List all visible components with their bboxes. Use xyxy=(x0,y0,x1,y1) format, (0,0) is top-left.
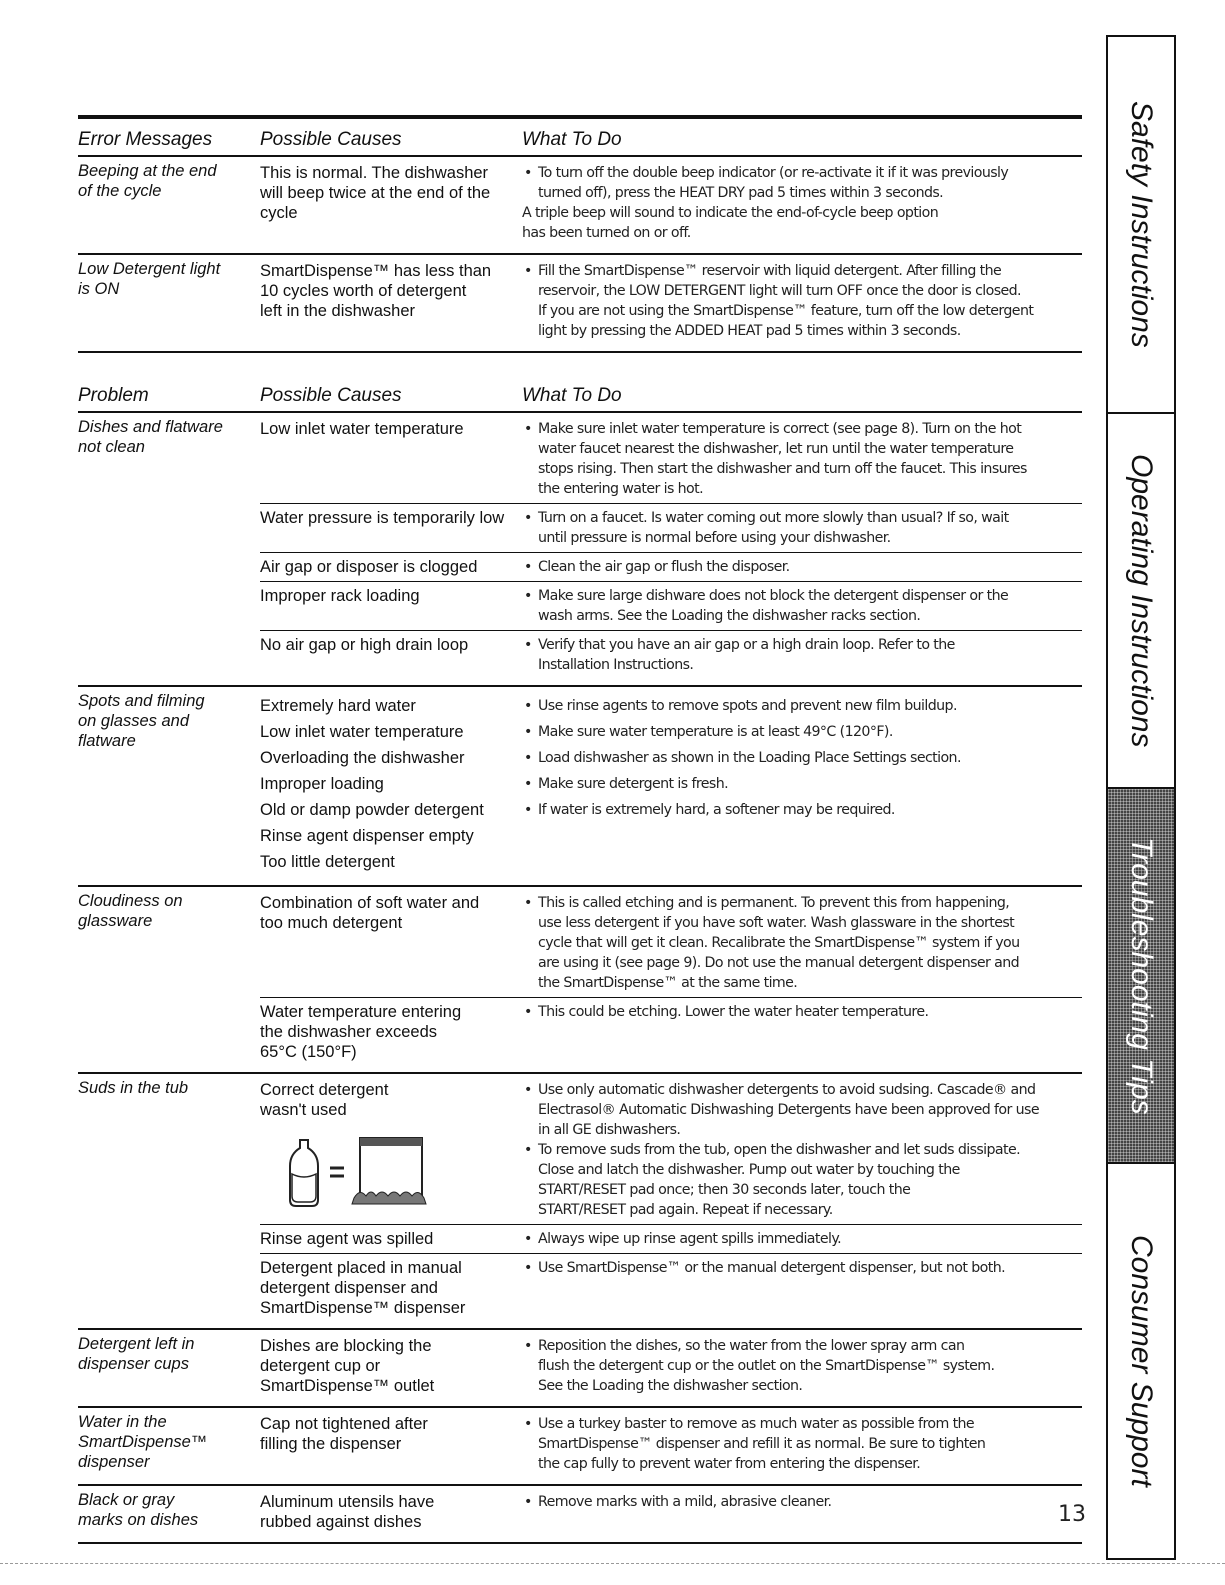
cause-row xyxy=(260,1253,1082,1322)
cause-text xyxy=(260,506,522,548)
table-row xyxy=(78,1486,1082,1544)
row-details xyxy=(260,1332,1082,1400)
cause-line: SmartDispense™ dispenser xyxy=(260,1299,466,1317)
remedy-line: wash arms. See the Loading the dishwasher racks section. xyxy=(538,608,921,624)
cause-text xyxy=(260,1412,522,1474)
remedy-block xyxy=(522,203,1082,243)
remedy-line: • Use only automatic dishwasher detergents to avoid sudsing. Cascade® and xyxy=(538,1082,1036,1098)
row-label xyxy=(78,415,260,679)
detergent-bottle-dishwasher-illustration xyxy=(278,1130,438,1208)
cause-group xyxy=(260,689,1082,879)
table-row xyxy=(78,687,1082,887)
table-row xyxy=(78,413,1082,687)
remedy-line: the SmartDispense™ at the same time. xyxy=(538,975,798,991)
column-header: Possible Causes xyxy=(260,129,402,150)
remedy-block xyxy=(522,1002,1082,1022)
row-label xyxy=(78,1410,260,1478)
cause-text xyxy=(260,1490,522,1532)
cause-row xyxy=(260,552,1082,581)
cause-line: 65°C (150°F) xyxy=(260,1043,357,1061)
cause-item: Low inlet water temperature xyxy=(260,723,464,741)
remedy-line: Installation Instructions. xyxy=(538,657,694,673)
remedy-line: START/RESET pad once; then 30 seconds later, touch the xyxy=(538,1182,911,1198)
remedy-block xyxy=(522,586,1082,626)
cause-row xyxy=(260,1224,1082,1253)
row-label-line: Low Detergent light xyxy=(78,260,221,278)
error-messages-table xyxy=(78,129,1082,353)
page-bottom-rule xyxy=(0,1563,1225,1565)
remedy-block xyxy=(522,1492,1082,1512)
remedy-line: cycle that will get it clean. Recalibrate the SmartDispense™ system if you xyxy=(538,935,1020,951)
column-header: What To Do xyxy=(522,385,622,406)
remedy-line: has been turned on or off. xyxy=(522,225,691,241)
row-label-line: flatware xyxy=(78,732,136,750)
cause-line: SmartDispense™ has less than xyxy=(260,262,492,280)
remedy-line: Electrasol® Automatic Dishwashing Detergents have been approved for use xyxy=(538,1102,1039,1118)
causes-list xyxy=(260,691,522,875)
remedy-line: START/RESET pad again. Repeat if necessary. xyxy=(538,1202,833,1218)
remedy-line: • Make sure large dishware does not block the detergent dispenser or the xyxy=(538,588,1009,604)
remedy-block xyxy=(522,1258,1082,1278)
cause-text xyxy=(260,259,522,341)
cause-line: rubbed against dishes xyxy=(260,1513,422,1531)
cause-text xyxy=(260,1000,522,1062)
remedy-text xyxy=(522,1078,1082,1220)
tab-consumer-support[interactable] xyxy=(1108,1162,1174,1558)
row-label-line: on glasses and xyxy=(78,712,189,730)
cause-row xyxy=(260,503,1082,552)
cause-line: Dishes are blocking the xyxy=(260,1337,432,1355)
cause-row xyxy=(260,997,1082,1066)
row-label-line: glassware xyxy=(78,912,153,930)
row-details xyxy=(260,1488,1082,1536)
remedy-line: See the Loading the dishwasher section. xyxy=(538,1378,803,1394)
cause-line: Water temperature entering xyxy=(260,1003,462,1021)
remedy-text xyxy=(522,633,1082,675)
row-label xyxy=(78,1332,260,1400)
remedy-item: • Use rinse agents to remove spots and prevent new film buildup. xyxy=(522,693,1082,719)
row-label-line: Beeping at the end xyxy=(78,162,217,180)
remedy-item: • Load dishwasher as shown in the Loading Place Settings section. xyxy=(522,745,1082,771)
remedy-block xyxy=(522,1140,1082,1220)
column-header: What To Do xyxy=(522,129,622,150)
row-details xyxy=(260,415,1082,679)
tab-label: Consumer Support xyxy=(1125,1235,1158,1487)
cause-item: Too little detergent xyxy=(260,853,395,871)
remedy-text xyxy=(522,891,1082,993)
remedy-line: • Fill the SmartDispense™ reservoir with liquid detergent. After filling the xyxy=(538,263,1002,279)
table-row xyxy=(78,1330,1082,1408)
remedy-text xyxy=(522,259,1082,341)
cause-line: the dishwasher exceeds xyxy=(260,1023,438,1041)
cause-text xyxy=(260,891,522,993)
remedy-block xyxy=(522,557,1082,577)
remedy-line: SmartDispense™ dispenser and refill it as normal. Be sure to tighten xyxy=(538,1436,986,1452)
remedy-line: • Clean the air gap or flush the disposer. xyxy=(538,559,790,575)
remedy-text xyxy=(522,1000,1082,1062)
remedy-line: A triple beep will sound to indicate the end-of-cycle beep option xyxy=(522,205,939,221)
table-row xyxy=(78,1074,1082,1330)
cause-text xyxy=(260,555,522,577)
remedy-line: water faucet nearest the dishwasher, let run until the water temperature xyxy=(538,441,1014,457)
remedy-text xyxy=(522,1256,1082,1318)
remedy-block xyxy=(522,1336,1082,1396)
row-label-line: is ON xyxy=(78,280,120,298)
row-label xyxy=(78,1488,260,1536)
cause-line: will beep twice at the end of the xyxy=(260,184,491,202)
remedy-text xyxy=(522,1334,1082,1396)
remedy-block xyxy=(522,163,1082,203)
remedy-block xyxy=(522,1080,1082,1140)
cause-line: No air gap or high drain loop xyxy=(260,636,469,654)
row-label xyxy=(78,1076,260,1322)
cause-line: Water pressure is temporarily low xyxy=(260,509,505,527)
cause-row xyxy=(260,257,1082,345)
cause-item: Extremely hard water xyxy=(260,697,416,715)
cause-row xyxy=(260,889,1082,997)
remedy-block xyxy=(522,1414,1082,1474)
row-label-line: not clean xyxy=(78,438,145,456)
tab-operating-instructions[interactable] xyxy=(1108,412,1174,787)
cause-line: Rinse agent was spilled xyxy=(260,1230,434,1248)
row-label-line: dispenser xyxy=(78,1453,150,1471)
tab-safety-instructions[interactable] xyxy=(1108,37,1174,412)
tab-label: Troubleshooting Tips xyxy=(1125,836,1158,1115)
row-details xyxy=(260,1410,1082,1478)
remedy-line: • This is called etching and is permanent. To prevent this from happening, xyxy=(538,895,1010,911)
cause-row xyxy=(260,581,1082,630)
table-row xyxy=(78,1408,1082,1486)
row-label-line: Detergent left in xyxy=(78,1335,195,1353)
row-details xyxy=(260,1076,1082,1322)
table-header xyxy=(78,129,1082,157)
remedy-line: turned off), press the HEAT DRY pad 5 times within 3 seconds. xyxy=(538,185,944,201)
cause-line: Low inlet water temperature xyxy=(260,420,464,438)
cause-line: SmartDispense™ outlet xyxy=(260,1377,435,1395)
remedy-line: • Use SmartDispense™ or the manual detergent dispenser, but not both. xyxy=(538,1260,1006,1276)
cause-line: filling the dispenser xyxy=(260,1435,402,1453)
remedy-item: • If water is extremely hard, a softener may be required. xyxy=(522,797,1082,823)
cause-text xyxy=(260,1334,522,1396)
cause-item: Rinse agent dispenser empty xyxy=(260,827,474,845)
top-rule xyxy=(78,115,1082,119)
row-label-line: Water in the xyxy=(78,1413,167,1431)
remedy-text xyxy=(522,506,1082,548)
remedy-block xyxy=(522,419,1082,499)
table-row xyxy=(78,255,1082,353)
remedy-line: • Always wipe up rinse agent spills immediately. xyxy=(538,1231,842,1247)
remedy-item: • Make sure detergent is fresh. xyxy=(522,771,1082,797)
remedy-line: • Reposition the dishes, so the water from the lower spray arm can xyxy=(538,1338,965,1354)
row-label-line: Suds in the tub xyxy=(78,1079,189,1097)
cause-line: Cap not tightened after xyxy=(260,1415,428,1433)
remedy-text xyxy=(522,584,1082,626)
remedy-text xyxy=(522,1227,1082,1249)
cause-row xyxy=(260,1410,1082,1478)
remedy-item: • Make sure water temperature is at least 49°C (120°F). xyxy=(522,719,1082,745)
cause-row xyxy=(260,159,1082,247)
cause-item: Old or damp powder detergent xyxy=(260,801,484,819)
remedy-line: Close and latch the dishwasher. Pump out water by touching the xyxy=(538,1162,960,1178)
remedy-line: • To turn off the double beep indicator (or re-activate it if it was previously xyxy=(538,165,1009,181)
row-label-line: of the cycle xyxy=(78,182,162,200)
remedy-line: in all GE dishwashers. xyxy=(538,1122,681,1138)
tab-label: Safety Instructions xyxy=(1125,101,1158,348)
row-label xyxy=(78,159,260,247)
remedy-text xyxy=(522,417,1082,499)
cause-line: Detergent placed in manual xyxy=(260,1259,462,1277)
remedy-line: the entering water is hot. xyxy=(538,481,704,497)
table-header xyxy=(78,385,1082,413)
remedy-line: • Verify that you have an air gap or a high drain loop. Refer to the xyxy=(538,637,955,653)
row-label-line: Black or gray xyxy=(78,1491,175,1509)
cause-text xyxy=(260,633,522,675)
row-label-line: dispenser cups xyxy=(78,1355,189,1373)
cause-item: Improper loading xyxy=(260,775,384,793)
row-details xyxy=(260,889,1082,1066)
tab-label: Operating Instructions xyxy=(1125,453,1158,748)
remedies-list xyxy=(522,691,1082,875)
cause-row xyxy=(260,1488,1082,1536)
cause-line: Combination of soft water and xyxy=(260,894,480,912)
cause-line: left in the dishwasher xyxy=(260,302,416,320)
cause-item: Overloading the dishwasher xyxy=(260,749,465,767)
remedy-line: until pressure is normal before using your dishwasher. xyxy=(538,530,891,546)
table-row xyxy=(78,887,1082,1074)
remedy-line: stops rising. Then start the dishwasher and turn off the faucet. This insures xyxy=(538,461,1027,477)
table-row xyxy=(78,157,1082,255)
remedy-line: • Turn on a faucet. Is water coming out more slowly than usual? If so, wait xyxy=(538,510,1009,526)
cause-line: detergent cup or xyxy=(260,1357,381,1375)
cause-line: too much detergent xyxy=(260,914,403,932)
remedy-line: If you are not using the SmartDispense™ feature, turn off the low detergent xyxy=(538,303,1034,319)
remedy-text xyxy=(522,161,1082,243)
cause-line: cycle xyxy=(260,204,298,222)
cause-row xyxy=(260,415,1082,503)
cause-row xyxy=(260,1332,1082,1400)
cause-text xyxy=(260,1256,522,1318)
column-header: Possible Causes xyxy=(260,385,402,406)
remedy-line: reservoir, the LOW DETERGENT light will turn OFF once the door is closed. xyxy=(538,283,1021,299)
remedy-text xyxy=(522,1490,1082,1532)
row-details xyxy=(260,257,1082,345)
remedy-line: • Use a turkey baster to remove as much water as possible from the xyxy=(538,1416,975,1432)
problem-table xyxy=(78,385,1082,1544)
remedy-block xyxy=(522,261,1082,341)
cause-line: This is normal. The dishwasher xyxy=(260,164,489,182)
remedy-line: are using it (see page 9). Do not use the manual detergent dispenser and xyxy=(538,955,1020,971)
remedy-text xyxy=(522,555,1082,577)
row-label-line: Cloudiness on xyxy=(78,892,183,910)
troubleshooting-content xyxy=(78,115,1082,1544)
remedy-line: • To remove suds from the tub, open the dishwasher and let suds dissipate. xyxy=(538,1142,1021,1158)
remedy-line: • Remove marks with a mild, abrasive cleaner. xyxy=(538,1494,832,1510)
cause-text xyxy=(260,584,522,626)
remedy-line: flush the detergent cup or the outlet on the SmartDispense™ system. xyxy=(538,1358,995,1374)
row-label xyxy=(78,257,260,345)
row-label-line: Dishes and flatware xyxy=(78,418,223,436)
cause-text xyxy=(260,1078,522,1220)
cause-line: Correct detergent xyxy=(260,1081,389,1099)
page-number: 13 xyxy=(1058,1502,1086,1527)
cause-text xyxy=(260,161,522,243)
row-label xyxy=(78,689,260,879)
row-details xyxy=(260,689,1082,879)
remedy-block xyxy=(522,635,1082,675)
cause-text xyxy=(260,1227,522,1249)
column-header: Error Messages xyxy=(78,129,213,150)
remedy-block xyxy=(522,508,1082,548)
cause-line: wasn't used xyxy=(260,1101,347,1119)
row-label-line: SmartDispense™ xyxy=(78,1433,208,1451)
remedy-line: • This could be etching. Lower the water heater temperature. xyxy=(538,1004,929,1020)
remedy-line: use less detergent if you have soft water. Wash glassware in the shortest xyxy=(538,915,1015,931)
remedy-line: light by pressing the ADDED HEAT pad 5 times within 3 seconds. xyxy=(538,323,961,339)
row-label-line: marks on dishes xyxy=(78,1511,199,1529)
remedy-block xyxy=(522,893,1082,993)
cause-line: Improper rack loading xyxy=(260,587,420,605)
cause-line: 10 cycles worth of detergent xyxy=(260,282,467,300)
section-tabs xyxy=(1106,35,1176,1560)
cause-line: Aluminum utensils have xyxy=(260,1493,435,1511)
remedy-line: • Make sure inlet water temperature is correct (see page 8). Turn on the hot xyxy=(538,421,1022,437)
column-header: Problem xyxy=(78,385,149,406)
cause-line: Air gap or disposer is clogged xyxy=(260,558,478,576)
tab-troubleshooting-tips[interactable] xyxy=(1108,787,1174,1162)
cause-text xyxy=(260,417,522,499)
cause-line: detergent dispenser and xyxy=(260,1279,438,1297)
row-label-line: Spots and filming xyxy=(78,692,205,710)
remedy-block xyxy=(522,1229,1082,1249)
row-label xyxy=(78,889,260,1066)
remedy-line: the cap fully to prevent water from entering the dispenser. xyxy=(538,1456,921,1472)
cause-row xyxy=(260,1076,1082,1224)
row-details xyxy=(260,159,1082,247)
remedy-text xyxy=(522,1412,1082,1474)
cause-row xyxy=(260,630,1082,679)
